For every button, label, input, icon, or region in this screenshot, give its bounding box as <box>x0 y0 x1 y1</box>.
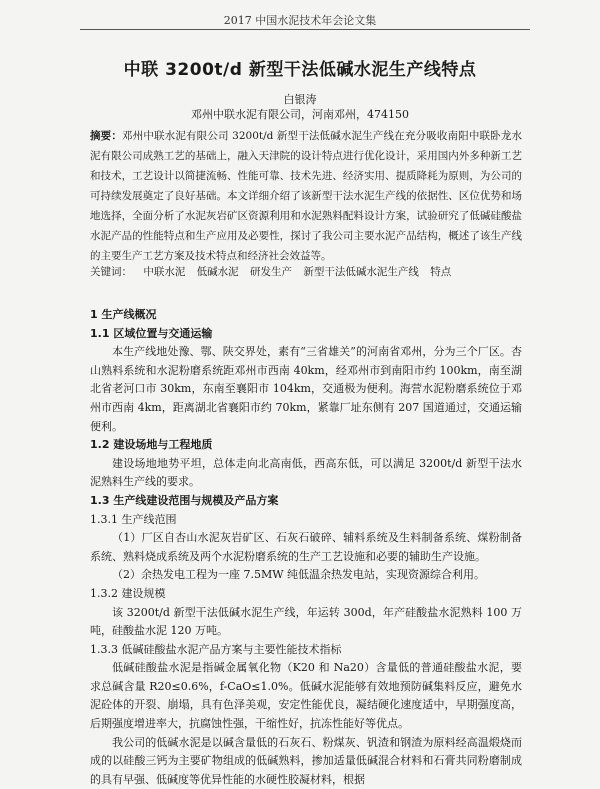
section-heading: 1 生产线概况 <box>90 308 157 321</box>
subsection-heading: 1.2 建设场地与工程地质 <box>90 438 213 452</box>
header-rule <box>80 29 530 30</box>
paragraph: （1）厂区自杏山水泥灰岩矿区、石灰石破碎、辅料系统及生料制备系统、煤粉制备系统、熟料烧成系统及两个水泥粉磨系统的生产工艺设施和必要的辅助生产设施。 <box>90 531 522 563</box>
subsection-heading: 1.1 区域位置与交通运输 <box>90 326 213 340</box>
subsection-heading: 1.3 生产线建设范围与规模及产品方案 <box>90 493 279 507</box>
affiliation: 邓州中联水泥有限公司，河南邓州，474150 <box>191 108 409 121</box>
keyword: 中联水泥 <box>143 266 186 278</box>
paragraph: 我公司的低碱水泥是以碱含量低的石灰石、粉煤灰、钒渣和钢渣为原料经高温煅烧而成的以硅酸三钙为主要矿物组成的低碱熟料，掺加适量低碱混合材料和石膏共同粉磨制成的具有早强、低碱度等优异性能的水硬性胶凝材料，根据 <box>90 735 522 786</box>
keyword: 研发生产 <box>250 266 293 278</box>
paragraph: （2）余热发电工程为一座 7.5MW 纯低温余热发电站，实现资源综合利用。 <box>112 568 486 582</box>
keyword: 新型干法低碱水泥生产线 <box>303 266 419 278</box>
subsubsection-heading: 1.3.3 低碱硅酸盐水泥产品方案与主要性能技术指标 <box>90 642 342 656</box>
keywords <box>90 264 522 280</box>
abstract-label: 摘要： <box>90 130 122 142</box>
paragraph: 该 3200t/d 新型干法低碱水泥生产线，年运转 300d，年产硅酸盐水泥熟料 100 万吨，硅酸盐水泥 120 万吨。 <box>90 605 522 638</box>
abstract-text: 邓州中联水泥有限公司 3200t/d 新型干法低碱水泥生产线在充分吸收南阳中联卧龙水泥有限公司成熟工艺的基础上，融入天津院的设计特点进行优化设计，采用国内外多种新工艺和技术，工艺设计以简捷流畅、性能可靠、技术先进、经济实用、提质降耗为原则，为公司的可持续发展奠定了良好基础。本文详细介绍了该新型干法水泥生产线的依据性、区位优势和场地选择，全面分析了水泥灰岩矿区资源利用和水泥熟料配料设计方案，试验研究了低碱硅酸盐水泥产品的性能特点和生产应用及必要性，探讨了我公司主要水泥产品结构，概述了该生产线的主要生产工艺方案及技术特点和经济社会效益等。 <box>90 130 523 262</box>
paragraph: 本生产线地处豫、鄂、陕交界处，素有“三省雄关”的河南省邓州，分为三个厂区。杏山熟料系统和水泥粉磨系统距邓州市西南 40km，经邓州市到南阳市约 100km，南至湖北省老河口市 30km，东南至襄阳市 104km，交通极为便利。海营水泥粉磨系统位于邓州市西南 4km，距离湖北省襄阳市约 70km，紧靠厂址东侧有 207 国道通过，交通运输便利。 <box>90 345 522 433</box>
running-header: 2017 中国水泥技术年会论文集 <box>223 14 377 27</box>
paragraph: 建设场地地势平坦，总体走向北高南低，西高东低，可以满足 3200t/d 新型干法水泥熟料生产线的要求。 <box>90 456 522 489</box>
subsubsection-heading: 1.3.1 生产线范围 <box>90 512 177 526</box>
paragraph: 低碱硅酸盐水泥是指碱金属氧化物（K20 和 Na20）含量低的普通硅酸盐水泥，要求总碱含量 R20≤0.6%，f-CaO≤1.0%。低碱水泥能够有效地预防碱集料反应，避免水泥砼体的开裂、崩塌，具有色泽美观，安定性能优良，凝结硬化速度适中，早期强度高，后期强度增进率大，抗腐蚀性强，干缩性好，抗冻性能好等优点。 <box>90 661 522 731</box>
keyword: 低碱水泥 <box>196 266 239 278</box>
paper-title: 中联 3200t/d 新型干法低碱水泥生产线特点 <box>123 60 477 80</box>
abstract <box>90 126 522 266</box>
subsubsection-heading: 1.3.2 建设规模 <box>90 586 166 600</box>
keywords-label: 关键词： <box>90 266 132 278</box>
body-text <box>90 306 522 789</box>
keyword: 特点 <box>430 266 452 278</box>
author: 白银涛 <box>283 93 317 106</box>
